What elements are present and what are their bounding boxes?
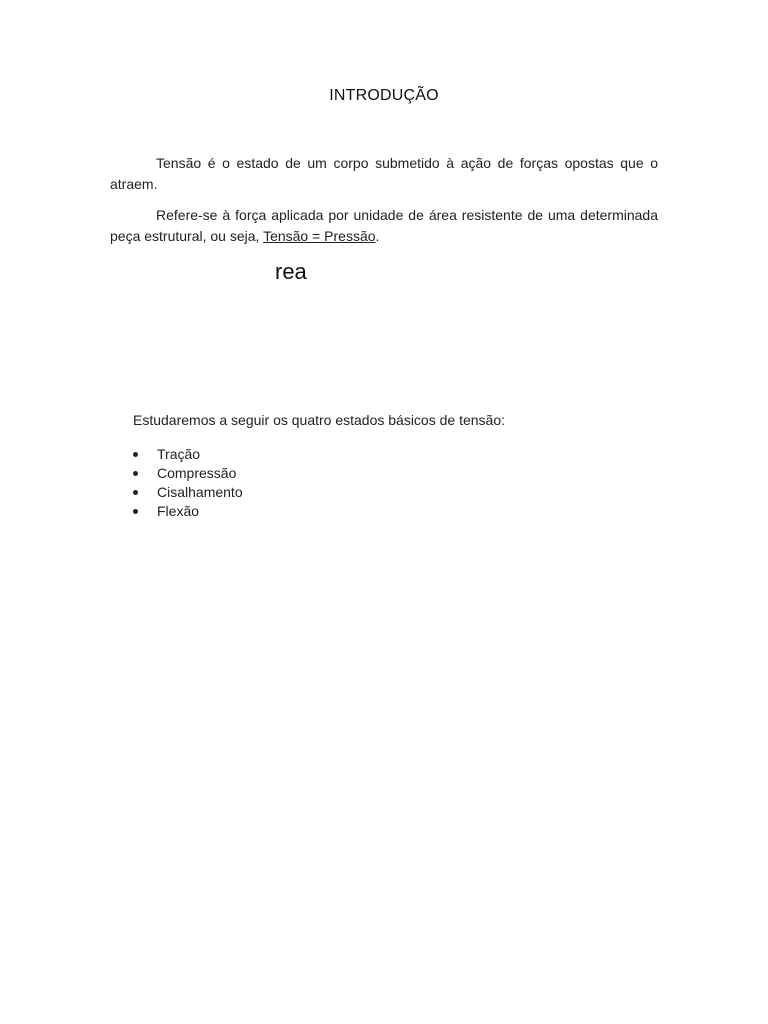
bullet-icon: [133, 509, 138, 514]
list-item-label: Cisalhamento: [157, 484, 243, 500]
page-title: INTRODUÇÃO: [329, 87, 439, 104]
list-item: [131, 502, 243, 521]
list-item-label: Tração: [157, 446, 201, 462]
list-item: [131, 483, 243, 502]
list-item-label: Flexão: [157, 503, 200, 519]
paragraph-end-punctuation: .: [375, 228, 380, 244]
bullet-icon: [133, 452, 138, 457]
bullet-icon: [133, 490, 138, 495]
paragraph-tension-definition: Tensão é o estado de um corpo submetido à ação de forças opostas que o atraem.: [110, 155, 658, 192]
list-item: [131, 464, 243, 483]
list-item-label: Compressão: [157, 465, 237, 481]
bullet-icon: [133, 471, 138, 476]
paragraph-lead-text: Refere-se à força aplicada por unidade de área resistente de uma determinada peça estrutural, ou seja,: [110, 207, 658, 244]
paragraph-force-per-area: [110, 205, 658, 247]
formula-text: Tensão = Pressão: [263, 228, 376, 244]
formula-fragment: rea: [275, 259, 307, 284]
list-intro: Estudaremos a seguir os quatro estados básicos de tensão:: [133, 412, 505, 428]
tension-states-list: [131, 445, 243, 521]
list-item: [131, 445, 243, 464]
